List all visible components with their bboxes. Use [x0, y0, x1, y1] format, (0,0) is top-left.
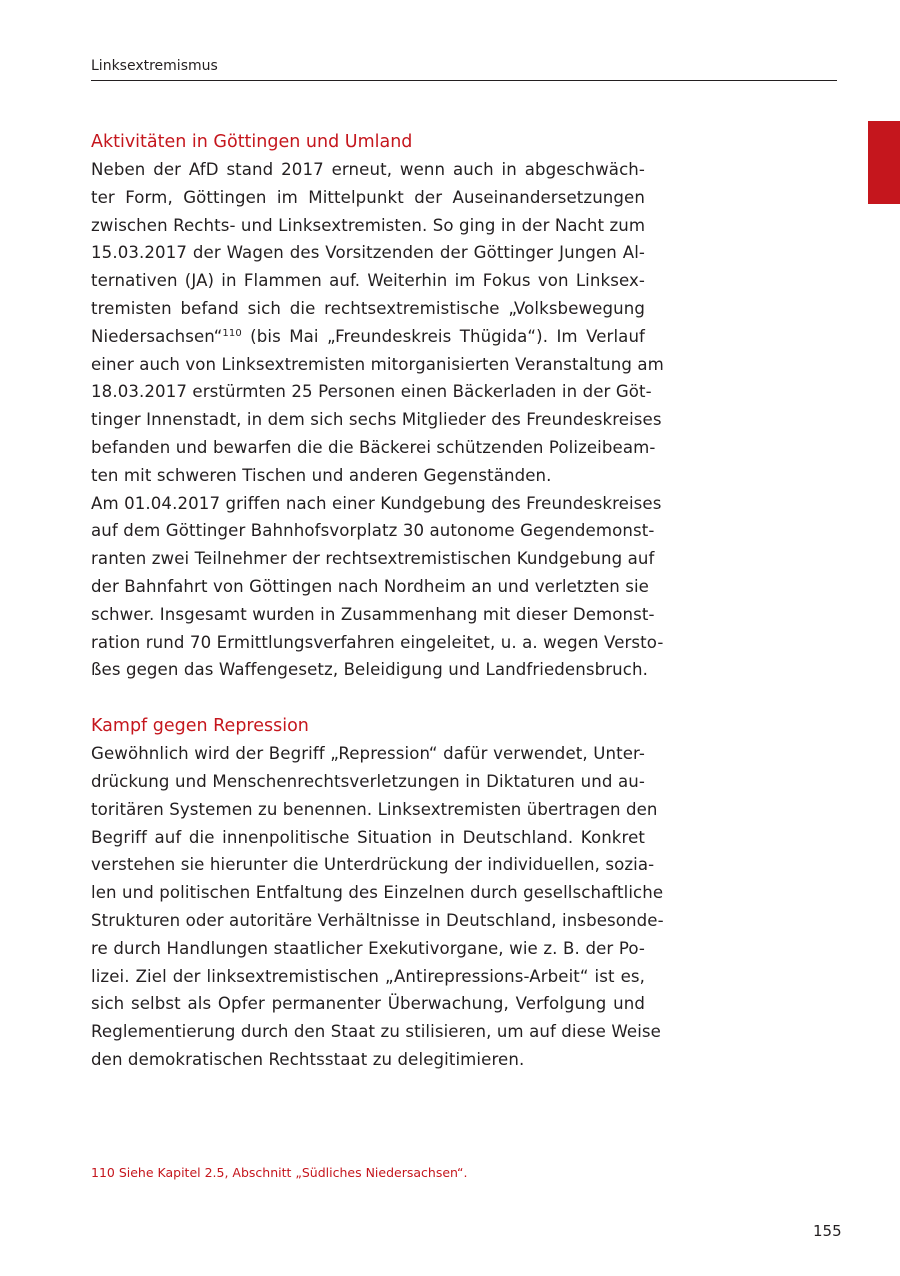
- text-line: 15.03.2017 der Wagen des Vorsitzenden der Göttinger Jungen Al-: [91, 243, 645, 263]
- text-line-with-footnote: [91, 323, 645, 351]
- main-content: [91, 128, 664, 1074]
- text-line: den demokratischen Rechtsstaat zu delegitimieren.: [91, 1049, 525, 1069]
- text-line: befanden und bewarfen die die Bäckerei schützenden Polizeibeam-: [91, 437, 656, 457]
- text-line: ter Form, Göttingen im Mittelpunkt der Auseinandersetzungen: [91, 187, 645, 207]
- paragraph-goettingen-2: [91, 490, 664, 685]
- text-line: ration rund 70 Ermittlungsverfahren eingeleitet, u. a. wegen Versto-: [91, 632, 664, 652]
- text-line: tremisten befand sich die rechtsextremistische „Volksbewegung: [91, 298, 645, 318]
- text-fragment: (bis Mai „Freundeskreis Thügida“). Im Verlauf: [241, 326, 645, 346]
- section-heading-goettingen: Aktivitäten in Göttingen und Umland: [91, 132, 413, 152]
- chapter-tab-marker: [868, 121, 900, 204]
- footnote-reference: 110: [222, 327, 242, 339]
- text-line: ternativen (JA) in Flammen auf. Weiterhin im Fokus von Linksex-: [91, 271, 645, 291]
- paragraph-goettingen-1: [91, 156, 664, 490]
- section-heading-repression: Kampf gegen Repression: [91, 716, 309, 737]
- text-line: schwer. Insgesamt wurden in Zusammenhang mit dieser Demonst-: [91, 604, 655, 624]
- text-line: verstehen sie hierunter die Unterdrückung der individuellen, sozia-: [91, 855, 655, 875]
- text-line: Begriff auf die innenpolitische Situation in Deutschland. Konkret: [91, 827, 645, 847]
- text-line: Strukturen oder autoritäre Verhältnisse in Deutschland, insbesonde-: [91, 910, 664, 930]
- text-line: einer auch von Linksextremisten mitorganisierten Veranstaltung am: [91, 354, 664, 374]
- text-line: Neben der AfD stand 2017 erneut, wenn auch in abgeschwäch-: [91, 160, 645, 179]
- text-line: Reglementierung durch den Staat zu stilisieren, um auf diese Weise: [91, 1022, 661, 1042]
- text-line: lizei. Ziel der linksextremistischen „Antirepressions-Arbeit“ ist es,: [91, 966, 645, 986]
- text-line: 18.03.2017 erstürmten 25 Personen einen Bäckerladen in der Göt-: [91, 382, 652, 402]
- text-line: Gewöhnlich wird der Begriff „Repression“ dafür verwendet, Unter-: [91, 744, 645, 764]
- text-line: ten mit schweren Tischen und anderen Gegenständen.: [91, 465, 552, 485]
- text-line: der Bahnfahrt von Göttingen nach Nordheim an und verletzten sie: [91, 576, 649, 596]
- section-spacer: [91, 684, 645, 712]
- text-line: tinger Innenstadt, in dem sich sechs Mitglieder des Freundeskreises: [91, 410, 662, 430]
- text-line: len und politischen Entfaltung des Einzelnen durch gesellschaftliche: [91, 883, 664, 903]
- text-fragment: Niedersachsen“: [91, 326, 223, 346]
- text-line: zwischen Rechts- und Linksextremisten. So ging in der Nacht zum: [91, 215, 646, 235]
- text-line: re durch Handlungen staatlicher Exekutivorgane, wie z. B. der Po-: [91, 938, 645, 958]
- paragraph-repression: [91, 740, 664, 1074]
- text-line: ßes gegen das Waffengesetz, Beleidigung und Landfriedensbruch.: [91, 660, 648, 680]
- text-line: ranten zwei Teilnehmer der rechtsextremistischen Kundgebung auf: [91, 549, 655, 569]
- text-line: auf dem Göttinger Bahnhofsvorplatz 30 autonome Gegendemonst-: [91, 521, 655, 541]
- footnote: 110 Siehe Kapitel 2.5, Abschnitt „Südliches Niedersachsen“.: [91, 1165, 468, 1180]
- text-line: sich selbst als Opfer permanenter Überwachung, Verfolgung und: [91, 994, 645, 1014]
- page-number: 155: [813, 1222, 842, 1240]
- header-rule: [91, 80, 837, 81]
- text-line: Am 01.04.2017 griffen nach einer Kundgebung des Freundeskreises: [91, 493, 662, 513]
- running-head: Linksextremismus: [91, 58, 218, 74]
- text-line: drückung und Menschenrechtsverletzungen in Diktaturen und au-: [91, 771, 645, 791]
- text-line: toritären Systemen zu benennen. Linksextremisten übertragen den: [91, 799, 658, 819]
